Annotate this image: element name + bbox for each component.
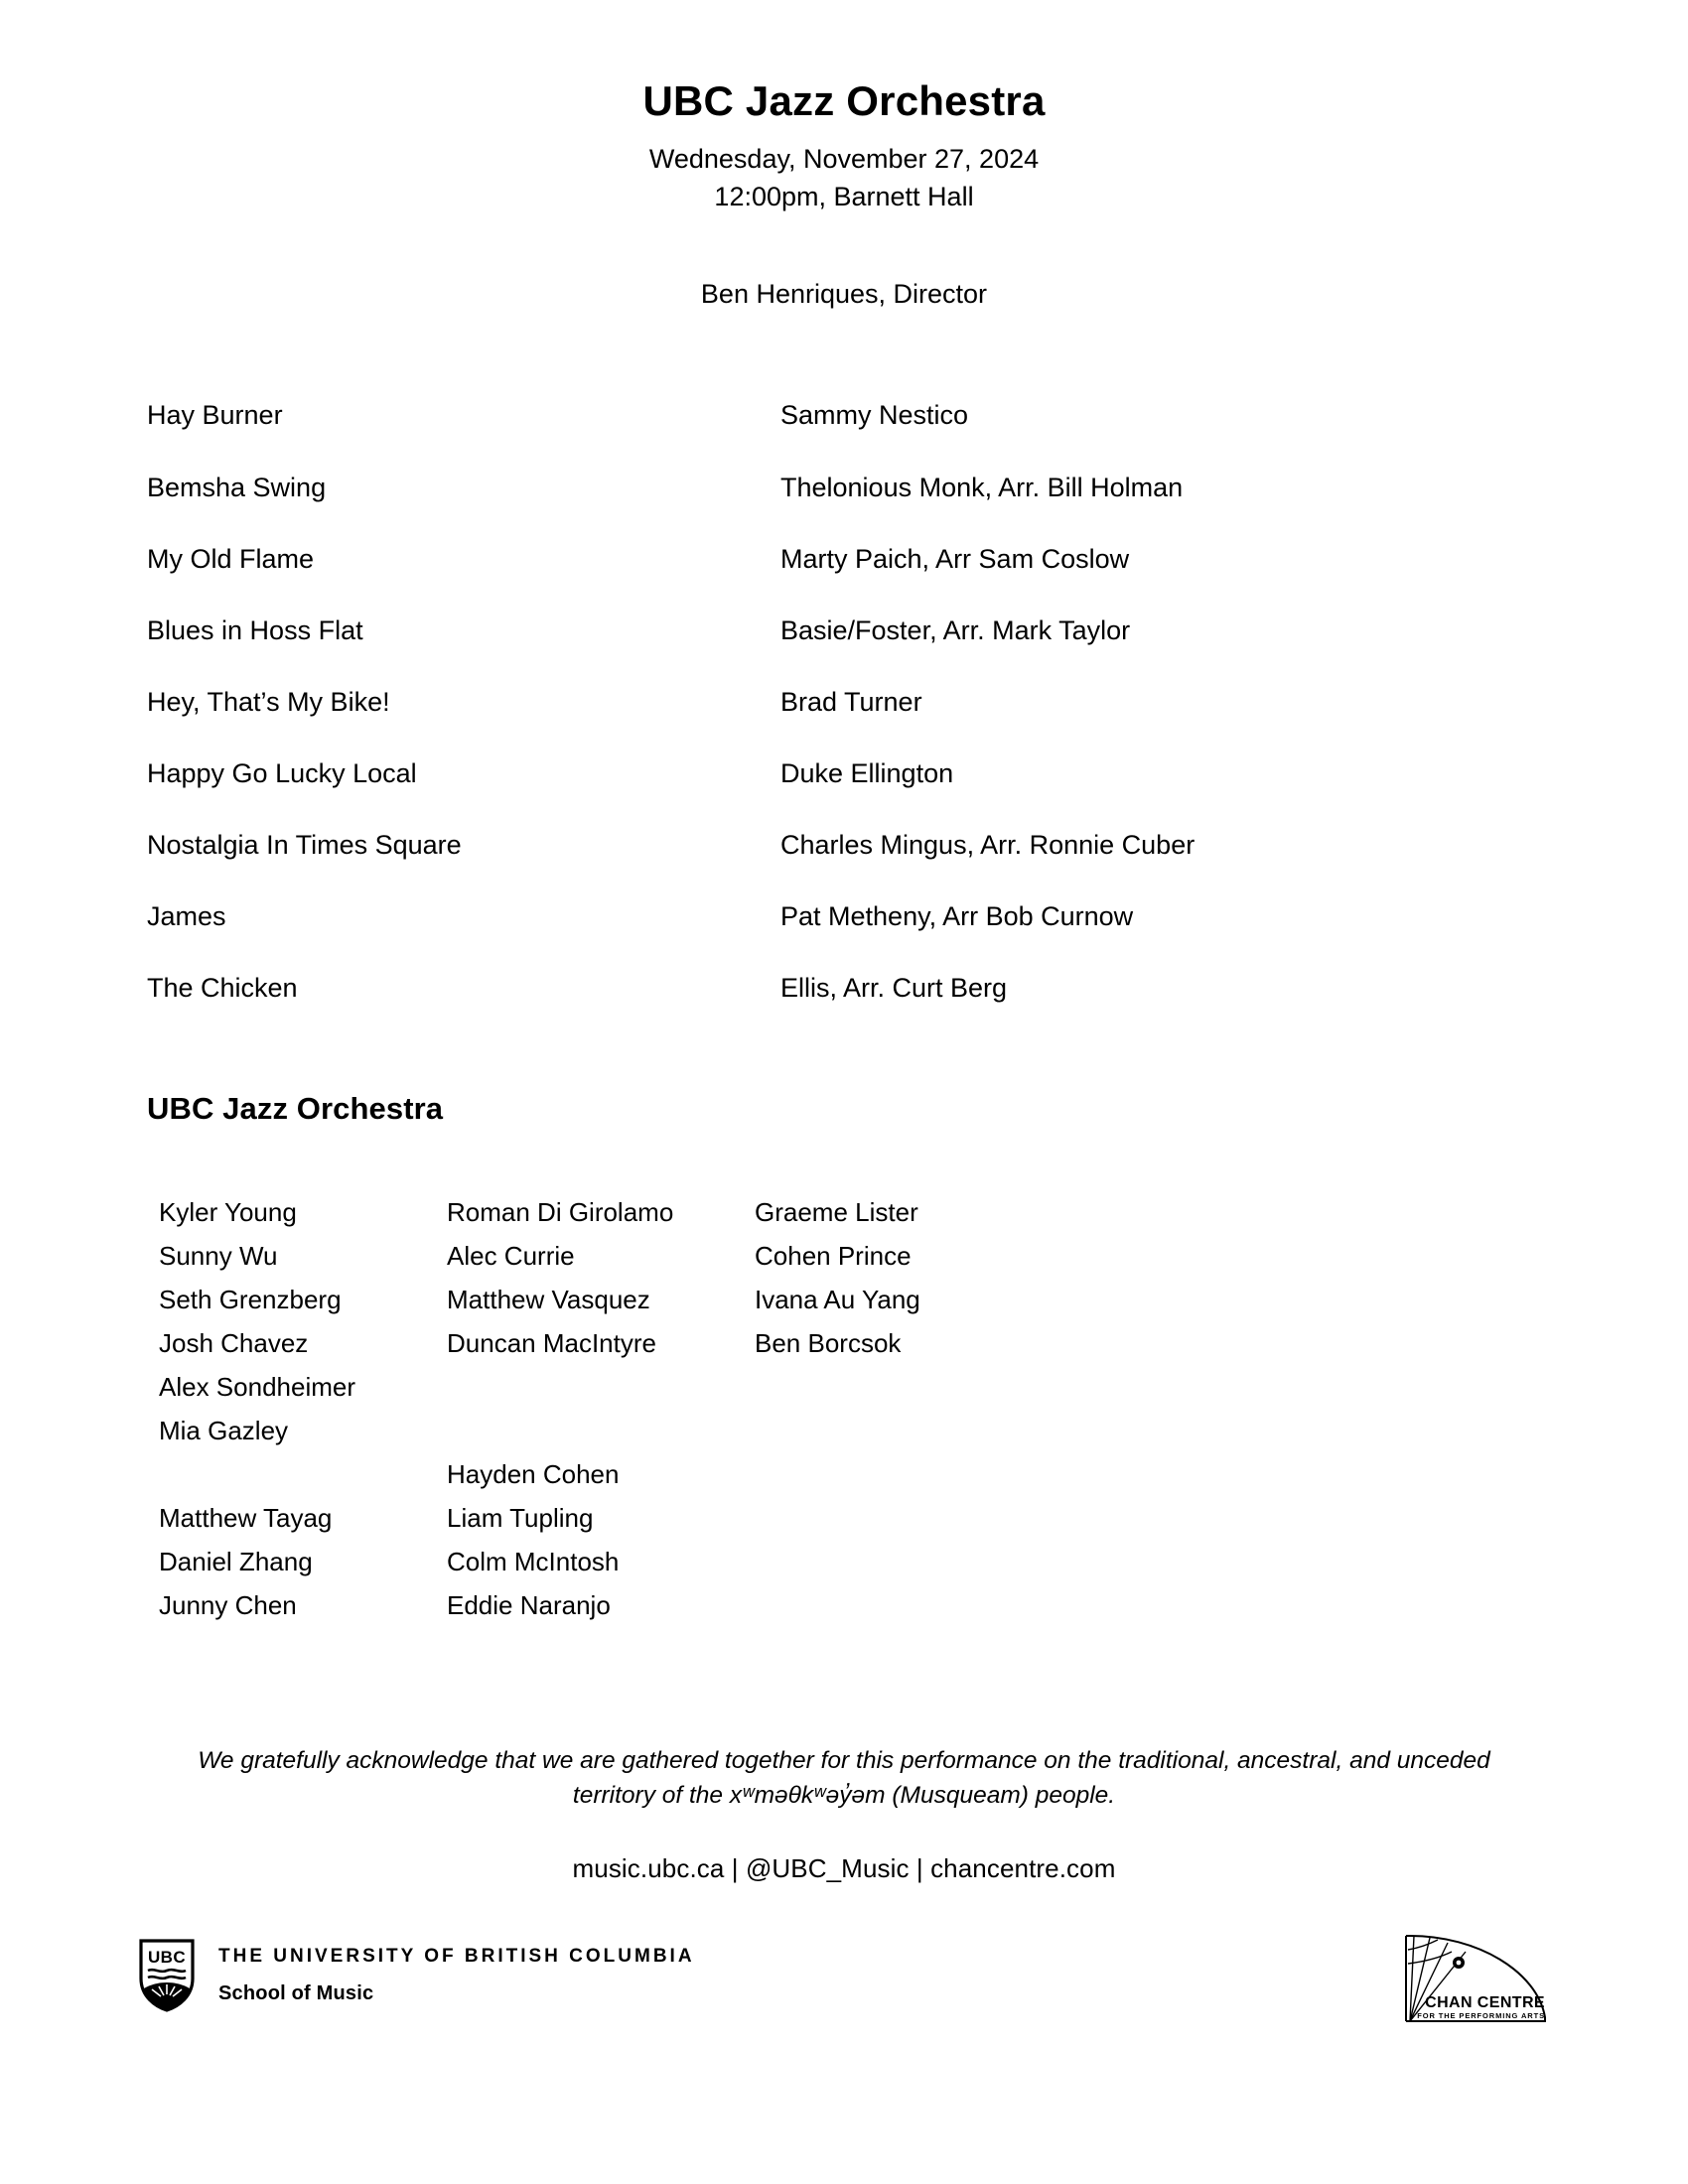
weblinks[interactable]: music.ubc.ca | @UBC_Music | chancentre.com bbox=[572, 1852, 1116, 1883]
roster-member: Josh Chavez bbox=[159, 1328, 309, 1359]
program-title: The Chicken bbox=[147, 973, 298, 1004]
program-composer: Duke Ellington bbox=[780, 757, 954, 788]
chan-centre-logo-icon bbox=[1400, 1928, 1549, 2023]
svg-text:UBC: UBC bbox=[147, 1948, 187, 1967]
roster-member: Duncan MacIntyre bbox=[447, 1328, 656, 1359]
roster-spacer bbox=[447, 1365, 755, 1409]
program-title: Blues in Hoss Flat bbox=[147, 614, 363, 645]
program-composer: Thelonious Monk, Arr. Bill Holman bbox=[780, 472, 1184, 502]
roster-member: Matthew Vasquez bbox=[447, 1285, 650, 1315]
program-row bbox=[147, 398, 1569, 433]
director-credit: Ben Henriques, Director bbox=[700, 278, 988, 309]
program-row bbox=[147, 899, 1569, 934]
page-title: UBC Jazz Orchestra bbox=[642, 77, 1046, 124]
roster-spacer bbox=[159, 1452, 447, 1496]
program-composer: Ellis, Arr. Curt Berg bbox=[780, 973, 1008, 1004]
program-title: Hey, That’s My Bike! bbox=[147, 686, 390, 717]
roster-member: Cohen Prince bbox=[755, 1241, 912, 1272]
ubc-wordmark bbox=[218, 1947, 695, 2004]
program-row bbox=[147, 756, 1569, 791]
roster-heading: UBC Jazz Orchestra bbox=[147, 1091, 444, 1127]
program-composer: Brad Turner bbox=[780, 686, 922, 717]
program-header bbox=[0, 0, 1688, 313]
program-row bbox=[147, 828, 1569, 863]
footer-logos bbox=[0, 1916, 1688, 2035]
roster-member: Kyler Young bbox=[159, 1197, 297, 1228]
concert-date: Wednesday, November 27, 2024 bbox=[648, 144, 1040, 175]
roster-member: Matthew Tayag bbox=[159, 1503, 333, 1534]
program-composer: Pat Metheny, Arr Bob Curnow bbox=[780, 901, 1134, 932]
program-title: My Old Flame bbox=[147, 543, 315, 574]
roster-member: Alec Currie bbox=[447, 1241, 575, 1272]
program-composer: Sammy Nestico bbox=[780, 400, 969, 431]
roster-list bbox=[0, 1190, 1688, 1627]
roster-member: Eddie Naranjo bbox=[447, 1590, 611, 1621]
roster-member: Hayden Cohen bbox=[447, 1459, 620, 1490]
roster-column-3 bbox=[755, 1190, 1072, 1365]
roster-column-1 bbox=[159, 1190, 447, 1627]
roster-member: Mia Gazley bbox=[159, 1416, 289, 1446]
program-composer: Charles Mingus, Arr. Ronnie Cuber bbox=[780, 830, 1196, 861]
concert-venue: 12:00pm, Barnett Hall bbox=[714, 182, 974, 212]
roster-member: Junny Chen bbox=[159, 1590, 297, 1621]
chan-centre-tagline: FOR THE PERFORMING ARTS bbox=[1417, 2011, 1545, 2020]
program-title: Hay Burner bbox=[147, 400, 283, 431]
roster-column-2 bbox=[447, 1190, 755, 1627]
ubc-university-name: THE UNIVERSITY OF BRITISH COLUMBIA bbox=[218, 1946, 695, 1968]
roster-member: Ben Borcsok bbox=[755, 1328, 902, 1359]
program-row bbox=[147, 471, 1569, 505]
roster-member: Alex Sondheimer bbox=[159, 1372, 355, 1403]
acknowledgement-line-2: unceded territory of the xʷməθkʷəy̓əm (Musqueam) people. bbox=[572, 1747, 1490, 1810]
roster-member: Sunny Wu bbox=[159, 1241, 278, 1272]
roster-spacer bbox=[447, 1409, 755, 1452]
roster-member: Liam Tupling bbox=[447, 1503, 594, 1534]
program-list bbox=[0, 398, 1688, 1006]
program-composer: Basie/Foster, Arr. Mark Taylor bbox=[780, 614, 1131, 645]
ubc-school-name: School of Music bbox=[218, 1981, 374, 2004]
program-title: Happy Go Lucky Local bbox=[147, 757, 417, 788]
land-acknowledgement bbox=[0, 1744, 1688, 1814]
program-title: Bemsha Swing bbox=[147, 472, 327, 502]
program-title: James bbox=[147, 901, 226, 932]
program-row bbox=[147, 685, 1569, 720]
roster-member: Colm McIntosh bbox=[447, 1547, 620, 1577]
program-composer: Marty Paich, Arr Sam Coslow bbox=[780, 543, 1130, 574]
program-row bbox=[147, 614, 1569, 648]
program-row bbox=[147, 542, 1569, 577]
acknowledgement-line-1: We gratefully acknowledge that we are gathered together for this performance on the traditional, ancestral, and bbox=[198, 1747, 1390, 1775]
roster-member: Roman Di Girolamo bbox=[447, 1197, 674, 1228]
roster-member: Ivana Au Yang bbox=[755, 1285, 920, 1315]
chan-centre-name: CHAN CENTRE bbox=[1425, 1994, 1545, 2011]
program-title: Nostalgia In Times Square bbox=[147, 830, 462, 861]
ubc-crest-icon bbox=[139, 1939, 195, 2012]
program-row bbox=[147, 971, 1569, 1006]
roster-member: Daniel Zhang bbox=[159, 1547, 313, 1577]
roster-member: Graeme Lister bbox=[755, 1197, 918, 1228]
ubc-logo-lockup bbox=[139, 1939, 695, 2012]
roster-member: Seth Grenzberg bbox=[159, 1285, 342, 1315]
